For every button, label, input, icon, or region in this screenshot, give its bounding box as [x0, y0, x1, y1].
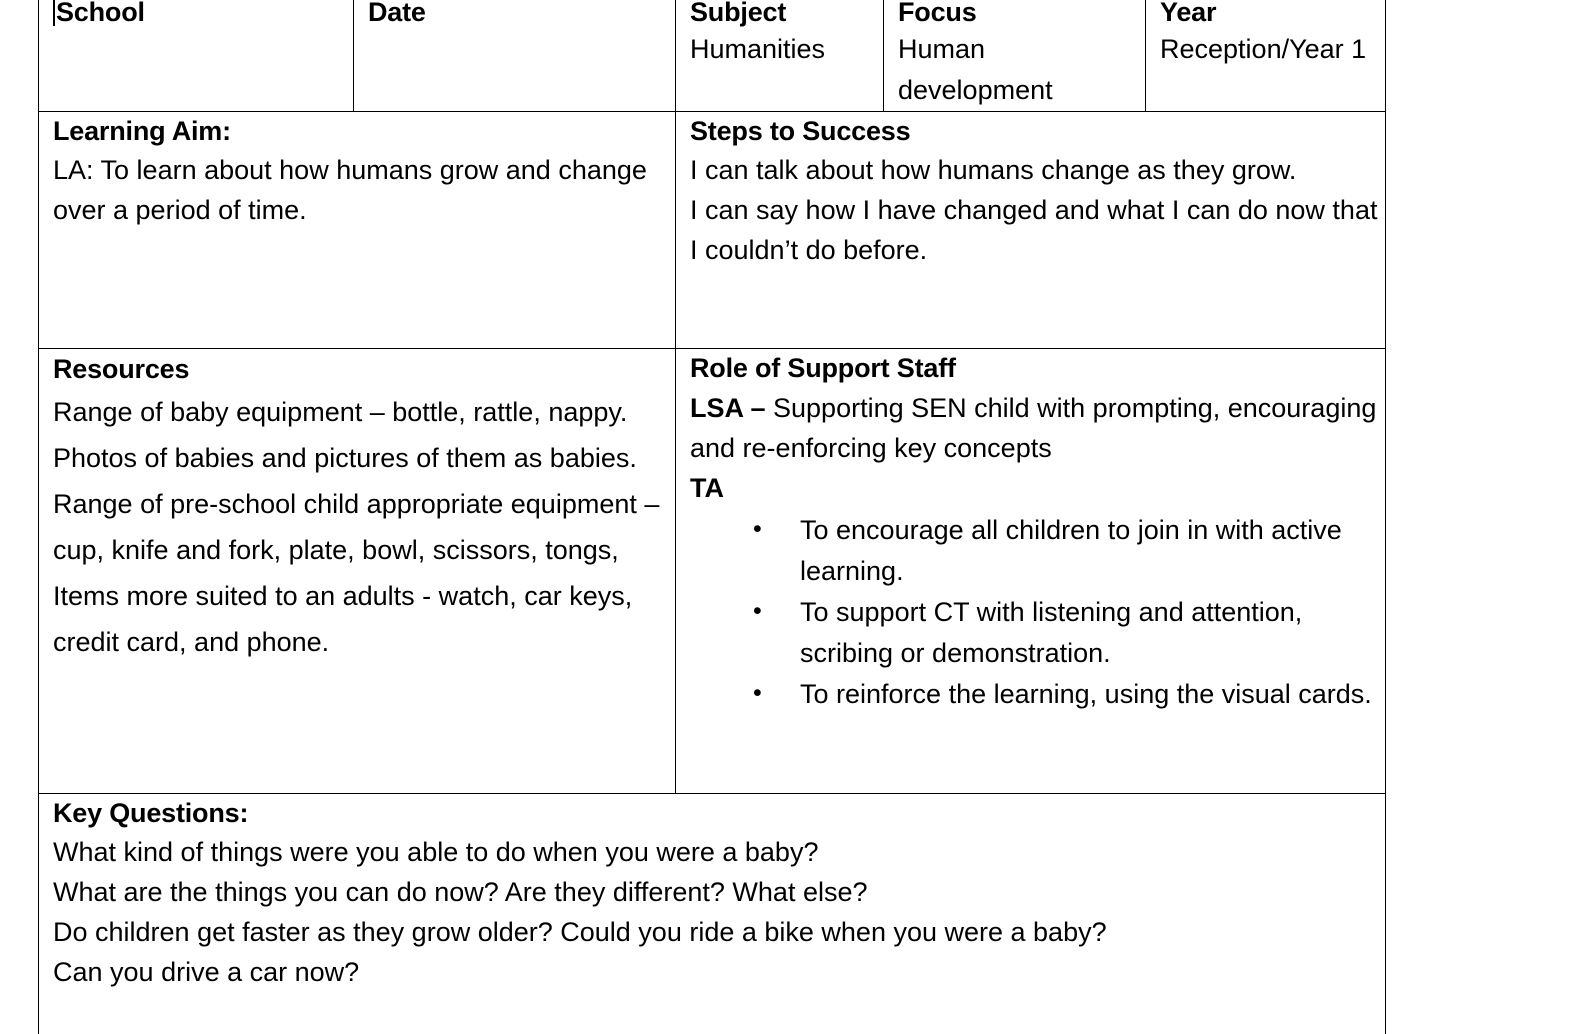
ta-bullet-list [690, 510, 1379, 715]
cell-school[interactable] [39, 0, 354, 112]
year-value[interactable]: Reception/Year 1 [1160, 29, 1379, 70]
support-staff-heading: Role of Support Staff [690, 349, 1379, 388]
cell-date[interactable] [354, 0, 676, 112]
resources-block [53, 349, 669, 665]
key-questions-line-4: Can you drive a car now? [53, 952, 1379, 992]
focus-value[interactable]: Human development [898, 29, 1139, 111]
resources-line-2: Photos of babies and pictures of them as babies. [53, 435, 669, 481]
key-questions-line-3: Do children get faster as they grow older? Could you ride a bike when you were a baby? [53, 912, 1379, 952]
cell-steps-to-success[interactable] [676, 112, 1386, 349]
focus-label: Focus [898, 0, 1139, 29]
cell-role-of-support-staff[interactable] [676, 349, 1386, 794]
cell-key-questions[interactable] [39, 794, 1386, 1034]
cell-resources[interactable] [39, 349, 676, 794]
key-questions-heading: Key Questions: [53, 794, 1379, 832]
learning-aim-row [39, 112, 1386, 349]
steps-to-success-heading: Steps to Success [690, 112, 1379, 150]
ta-label: TA [690, 473, 724, 503]
subject-value[interactable]: Humanities [690, 29, 877, 70]
learning-aim-heading: Learning Aim: [53, 112, 669, 150]
key-questions-line-1: What kind of things were you able to do when you were a baby? [53, 832, 1379, 872]
year-label: Year [1160, 0, 1379, 29]
cell-year[interactable] [1146, 0, 1386, 112]
school-label: School [56, 0, 145, 27]
learning-aim-line: LA: To learn about how humans grow and change over a period of time. [53, 150, 669, 230]
table-header-row [39, 0, 1386, 112]
learning-aim-block [53, 112, 669, 230]
school-label-wrap [53, 0, 347, 29]
resources-line-4: Items more suited to an adults - watch, car keys, credit card, and phone. [53, 573, 669, 665]
subject-label: Subject [690, 0, 877, 29]
lsa-label: LSA – [690, 393, 766, 423]
date-label: Date [368, 0, 669, 29]
resources-row [39, 349, 1386, 794]
cell-subject[interactable] [676, 0, 884, 112]
ta-label-line [690, 468, 1379, 508]
list-item: • To encourage all children to join in with active learning. [690, 510, 1379, 592]
key-questions-line-2: What are the things you can do now? Are they different? What else? [53, 872, 1379, 912]
text-caret [53, 0, 55, 26]
lesson-plan-table [38, 0, 1386, 1034]
list-item: • To support CT with listening and attention, scribing or demonstration. [690, 592, 1379, 674]
list-item: • To reinforce the learning, using the visual cards. [690, 674, 1379, 715]
key-questions-block [53, 794, 1379, 992]
cell-focus[interactable] [884, 0, 1146, 112]
resources-line-3: Range of pre-school child appropriate equipment – cup, knife and fork, plate, bowl, scissors, tongs, [53, 481, 669, 573]
lsa-text: Supporting SEN child with prompting, encouraging and re-enforcing key concepts [690, 393, 1376, 463]
support-staff-block [690, 349, 1379, 715]
lsa-line [690, 388, 1379, 468]
steps-to-success-block [690, 112, 1379, 270]
steps-to-success-line-1: I can talk about how humans change as they grow. [690, 150, 1379, 190]
key-questions-row [39, 794, 1386, 1034]
resources-heading: Resources [53, 349, 669, 389]
cell-learning-aim[interactable] [39, 112, 676, 349]
steps-to-success-line-2: I can say how I have changed and what I can do now that I couldn’t do before. [690, 190, 1379, 270]
resources-line-1: Range of baby equipment – bottle, rattle, nappy. [53, 389, 669, 435]
